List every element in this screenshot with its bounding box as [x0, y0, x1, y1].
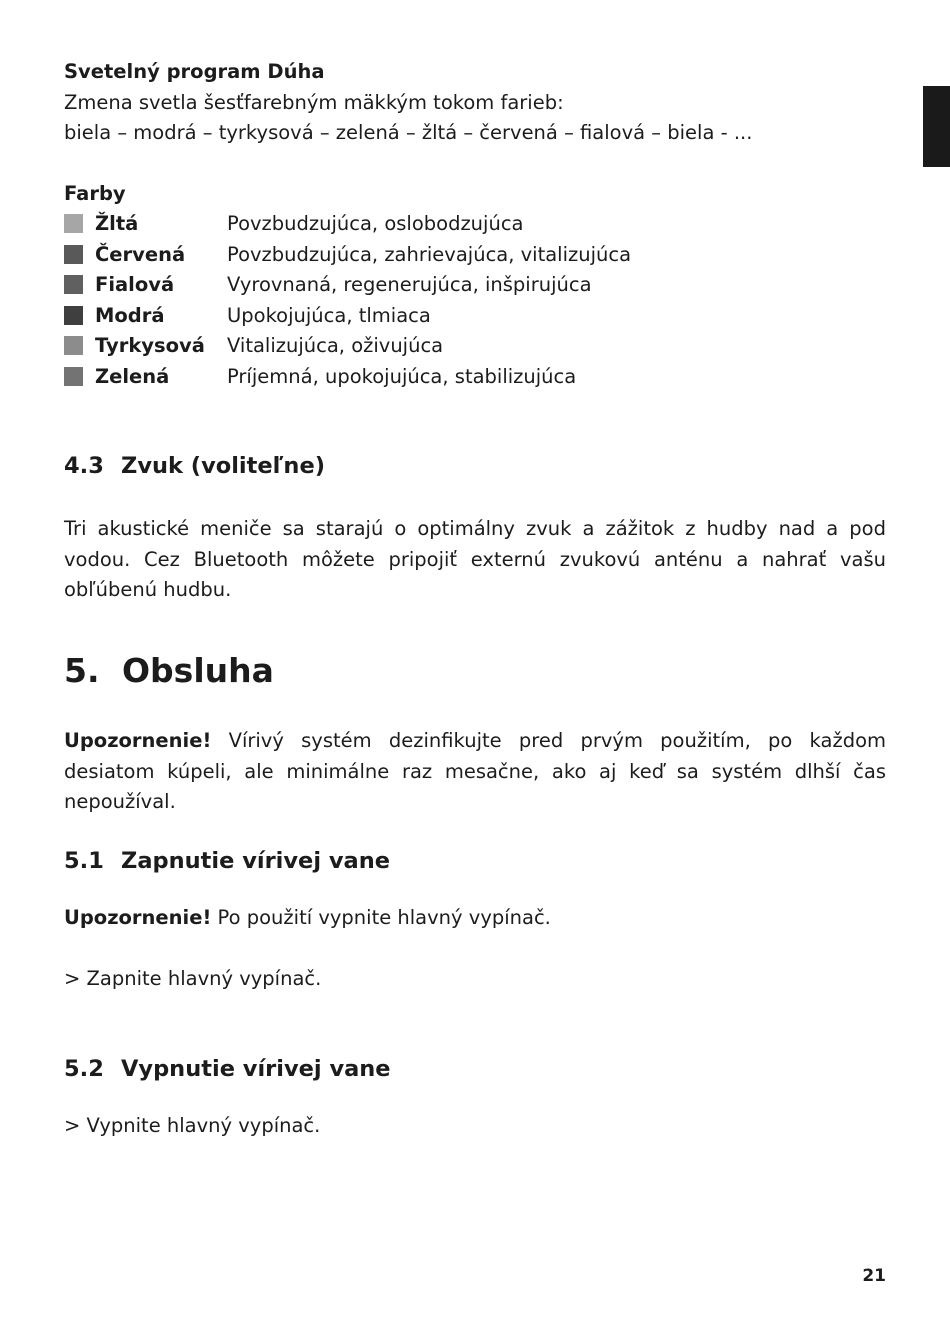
switch-off-step: > Vypnite hlavný vypínač. [64, 1114, 321, 1137]
color-swatch [64, 275, 83, 294]
light-program-heading: Svetelný program Dúha [64, 60, 325, 83]
switch-on-step: > Zapnite hlavný vypínač. [64, 967, 322, 990]
color-swatch [64, 336, 83, 355]
color-description: Upokojujúca, tlmiaca [227, 303, 431, 327]
light-program-sequence: biela – modrá – tyrkysová – zelená – žltá – červená – fialová – biela - ... [64, 121, 753, 144]
section-title: Obsluha [122, 651, 274, 690]
section-5-2-heading [64, 1054, 391, 1085]
color-description: Príjemná, upokojujúca, stabilizujúca [227, 364, 577, 388]
section-number: 5.2 [64, 1056, 104, 1082]
color-description: Vyrovnaná, regenerujúca, inšpirujúca [227, 273, 592, 296]
color-description: Povzbudzujúca, oslobodzujúca [227, 212, 524, 235]
warning-text: Vírivý systém dezinfikujte pred prvým použitím, po každom desiatom kúpeli, ale minimálne raz mesačne, ako aj keď sa systém dlhší čas nepoužíval. [64, 729, 886, 813]
section-5-1-heading [64, 846, 390, 877]
section-number: 5.1 [64, 848, 104, 874]
section-title: Zapnutie vírivej vane [121, 848, 390, 874]
color-name: Zelená [95, 364, 170, 388]
section-number: 4.3 [64, 453, 104, 479]
color-description: Povzbudzujúca, zahrievajúca, vitalizujúca [227, 242, 632, 266]
colors-heading: Farby [64, 182, 126, 205]
section-title: Zvuk (voliteľne) [121, 453, 325, 479]
color-swatch [64, 214, 83, 233]
page-number: 21 [862, 1266, 886, 1286]
color-description: Vitalizujúca, oživujúca [227, 334, 444, 357]
switch-on-warning [64, 903, 551, 934]
color-name: Fialová [95, 273, 175, 296]
warning-text: Po použití vypnite hlavný vypínač. [211, 906, 551, 929]
sound-paragraph: Tri akustické meniče sa starajú o optimálny zvuk a zážitok z hudby nad a pod vodou. Cez Bluetooth môžete pripojiť externú zvukovú anténu a nahrať vašu obľúbenú hudbu. [64, 517, 886, 601]
section-title: Vypnutie vírivej vane [121, 1056, 391, 1082]
color-swatch [64, 367, 83, 386]
section-number: 5. [64, 651, 100, 690]
warning-label: Upozornenie! [64, 729, 212, 752]
color-name: Modrá [95, 303, 165, 327]
warning-label: Upozornenie! [64, 906, 212, 929]
color-name: Žltá [95, 212, 139, 235]
operation-warning [64, 726, 886, 818]
color-name: Tyrkysová [95, 334, 205, 357]
color-name: Červená [95, 242, 186, 266]
light-program-description: Zmena svetla šesťfarebným mäkkým tokom farieb: [64, 91, 564, 114]
section-5-heading [64, 651, 274, 690]
color-swatch [64, 306, 83, 325]
color-swatch [64, 245, 83, 264]
section-4-3-heading [64, 451, 325, 482]
chapter-tab-marker [923, 86, 950, 167]
